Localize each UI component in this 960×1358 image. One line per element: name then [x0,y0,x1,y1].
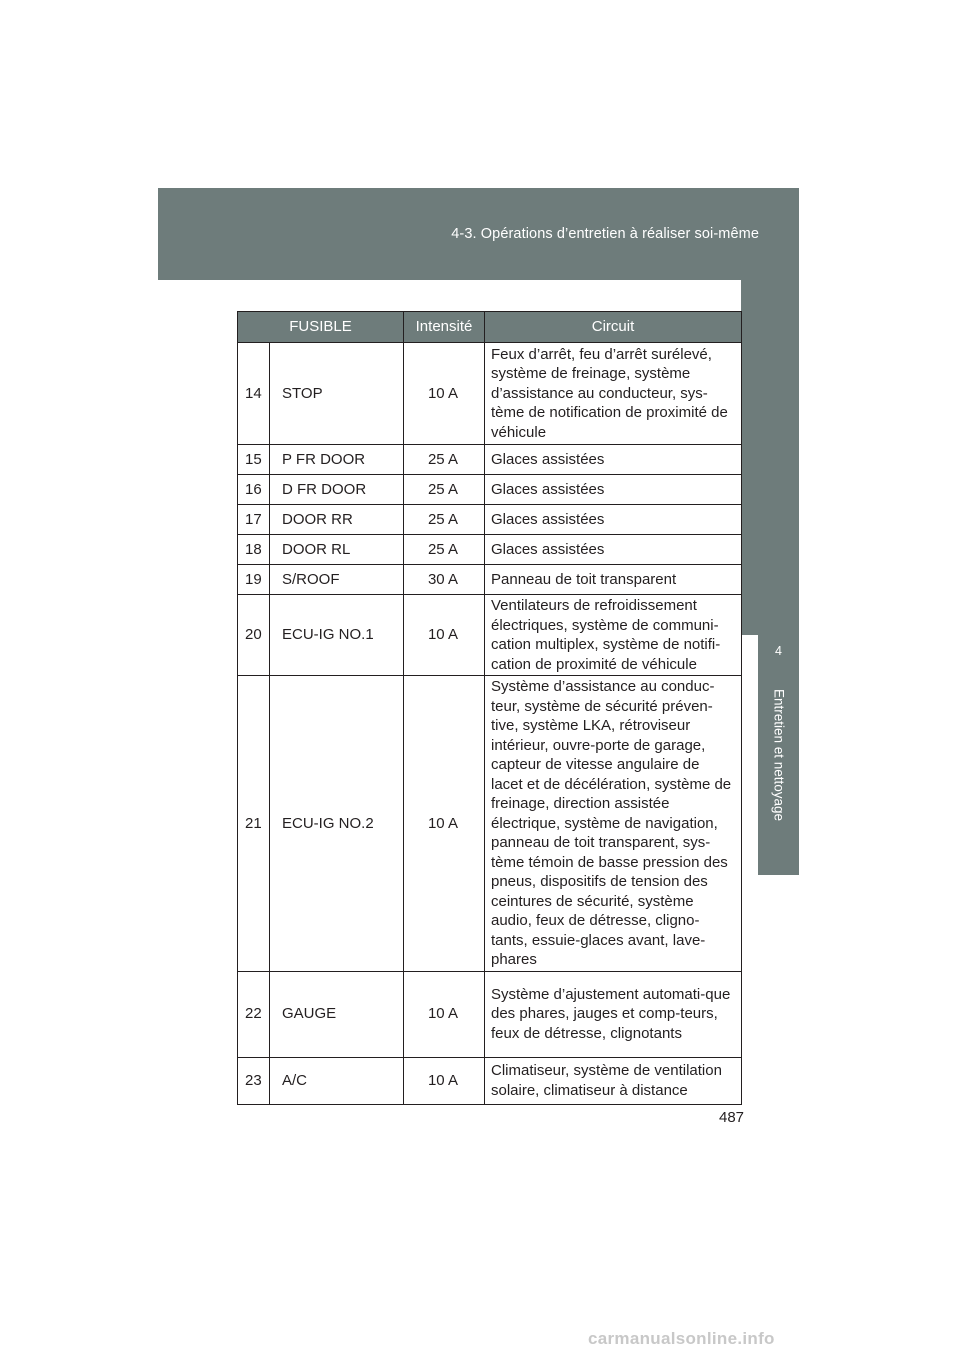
fuse-number: 22 [245,1005,262,1023]
intensity-cell: 10 A [404,595,485,676]
number-column-divider [269,342,270,1105]
chapter-number: 4 [775,644,782,658]
circuit-cell: Glaces assistées [485,445,742,475]
fuse-name: ECU-IG NO.1 [282,626,374,644]
circuit-cell: Climatiseur, système de ventilation solaire, climatiseur à distance [485,1057,742,1104]
fuse-cell [238,343,404,445]
intensity-cell: 25 A [404,475,485,505]
fuse-number: 14 [245,384,262,402]
table-header-row [238,312,742,343]
fuse-cell [238,445,404,475]
table-row [238,445,742,475]
fuse-cell [238,971,404,1057]
fuse-name: P FR DOOR [282,450,366,468]
fuse-number: 18 [245,540,262,558]
section-title: 4-3. Opérations d’entretien à réaliser soi-même [451,226,759,242]
table-row [238,1057,742,1104]
fuse-number: 15 [245,450,262,468]
table-row [238,343,742,445]
intensity-cell: 10 A [404,1057,485,1104]
table-row [238,535,742,565]
header-circuit: Circuit [485,312,742,343]
intensity-cell: 25 A [404,535,485,565]
chapter-tab [758,635,799,875]
fuse-name: STOP [282,384,323,402]
circuit-cell: Système d’assistance au conduc-teur, système de sécurité préven-tive, système LKA, rétroviseur intérieur, ouvre-porte de garage, capteur de vitesse angulaire de lacet et de décélération, système de freinage, direction assistée électrique, système de navigation, panneau de toit transparent, sys-tème témoin de basse pression des pneus, dispositifs de tension des ceintures de sécurité, système audio, feux de détresse, cligno-tants, essuie-glaces avant, lave-phares [485,676,742,972]
fuse-number: 21 [245,814,262,832]
table-row [238,971,742,1057]
section-header-band [158,188,799,280]
intensity-cell: 25 A [404,445,485,475]
intensity-cell: 30 A [404,565,485,595]
fuse-number: 20 [245,626,262,644]
table-row [238,676,742,972]
intensity-cell: 10 A [404,971,485,1057]
table-row [238,595,742,676]
fuse-number: 23 [245,1071,262,1089]
fuse-name: A/C [282,1071,308,1089]
fuse-cell [238,595,404,676]
fuse-number: 19 [245,570,262,588]
fuse-cell [238,535,404,565]
circuit-cell: Glaces assistées [485,505,742,535]
fuse-cell [238,505,404,535]
circuit-cell: Panneau de toit transparent [485,565,742,595]
fuse-number: 16 [245,480,262,498]
fuse-name: DOOR RR [282,510,353,528]
fuse-cell [238,1057,404,1104]
intensity-cell: 25 A [404,505,485,535]
circuit-cell: Système d’ajustement automati-que des phares, jauges et comp-teurs, feux de détresse, clignotants [485,971,742,1057]
fuse-name: S/ROOF [282,570,340,588]
table-row [238,565,742,595]
fuse-name: D FR DOOR [282,480,367,498]
fuse-cell [238,475,404,505]
fuse-number: 17 [245,510,262,528]
intensity-cell: 10 A [404,343,485,445]
chapter-title: Entretien et nettoyage [771,688,786,822]
page-number: 487 [719,1109,745,1126]
circuit-cell: Glaces assistées [485,475,742,505]
fuse-cell [238,676,404,972]
circuit-cell: Feux d’arrêt, feu d’arrêt surélevé, système de freinage, système d’assistance au conducteur, sys-tème de notification de proximité de véhicule [485,343,742,445]
fuse-name: ECU-IG NO.2 [282,814,374,832]
header-fuse: FUSIBLE [238,312,404,343]
table-row [238,505,742,535]
intensity-cell: 10 A [404,676,485,972]
fuse-name: DOOR RL [282,540,351,558]
fuse-table [237,311,742,1105]
fuse-name: GAUGE [282,1005,337,1023]
fuse-cell [238,565,404,595]
circuit-cell: Glaces assistées [485,535,742,565]
watermark: carmanualsonline.info [588,1329,775,1348]
header-intensity: Intensité [404,312,485,343]
chapter-tab-top [741,280,799,635]
table-row [238,475,742,505]
circuit-cell: Ventilateurs de refroidissement électriques, système de communi-cation multiplex, système de notifi-cation de proximité de véhicule [485,595,742,676]
